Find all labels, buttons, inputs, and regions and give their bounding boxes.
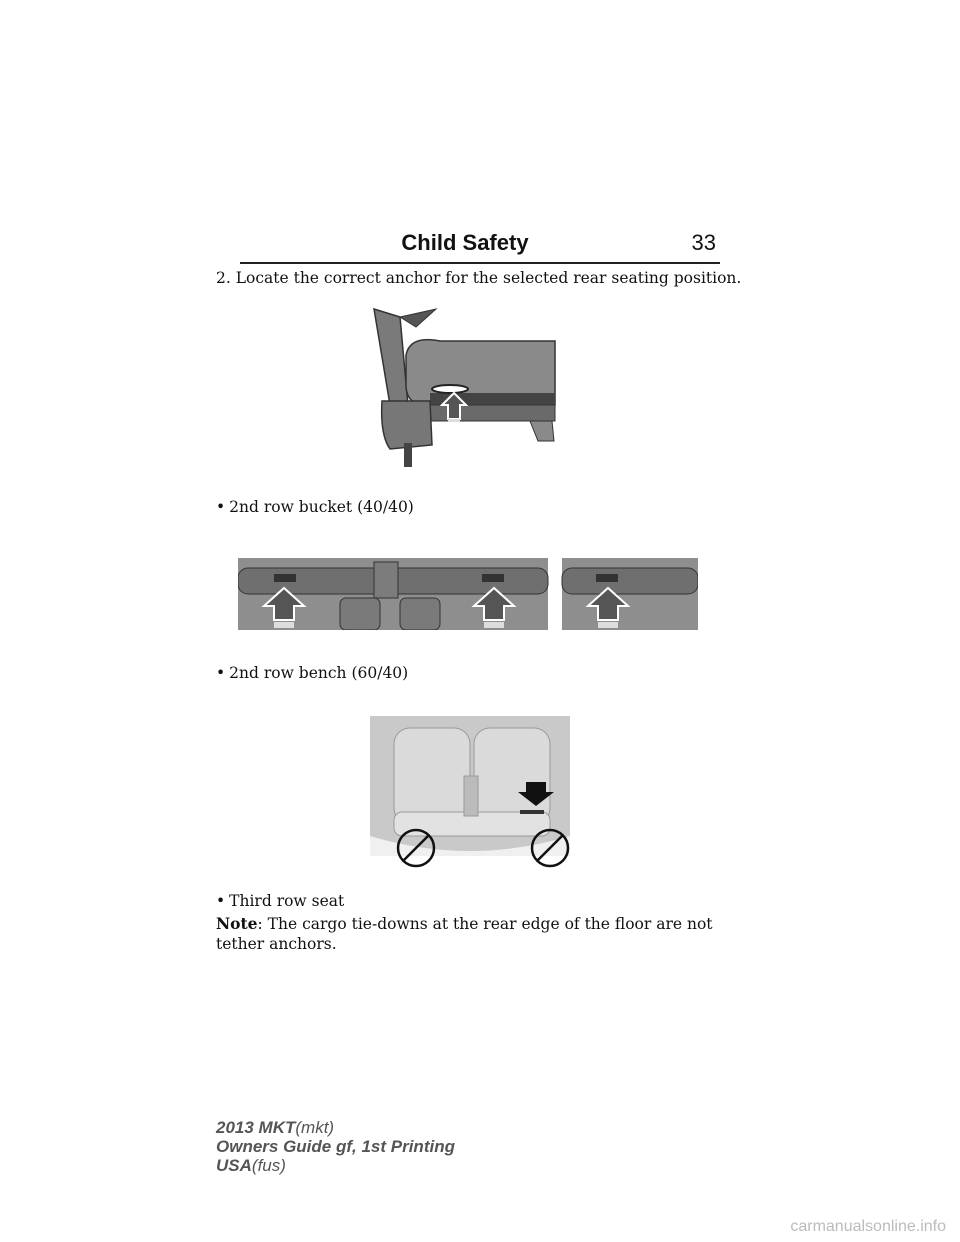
bucket-seats-figure [238, 558, 698, 630]
bullet-bench: • 2nd row bench (60/40) [216, 664, 409, 682]
watermark: carmanualsonline.info [790, 1218, 946, 1235]
section-title: Child Safety [401, 230, 529, 255]
note-paragraph [216, 914, 716, 954]
page-number: 33 [691, 230, 716, 255]
seat-side-view-figure [370, 305, 560, 470]
print-footer: 2013 MKT(mkt) Owners Guide gf, 1st Printing USA(fus) [216, 1118, 455, 1175]
bullet-third-row: • Third row seat [216, 892, 345, 910]
bullet-bucket: • 2nd row bucket (40/40) [216, 498, 414, 516]
page-header [240, 230, 720, 264]
step-2-text: 2. Locate the correct anchor for the selected rear seating position. [216, 269, 742, 287]
bench-seat-figure [370, 716, 570, 872]
note-label: Note [216, 914, 258, 933]
note-text: : The cargo tie-downs at the rear edge of the floor are not tether anchors. [216, 915, 713, 953]
